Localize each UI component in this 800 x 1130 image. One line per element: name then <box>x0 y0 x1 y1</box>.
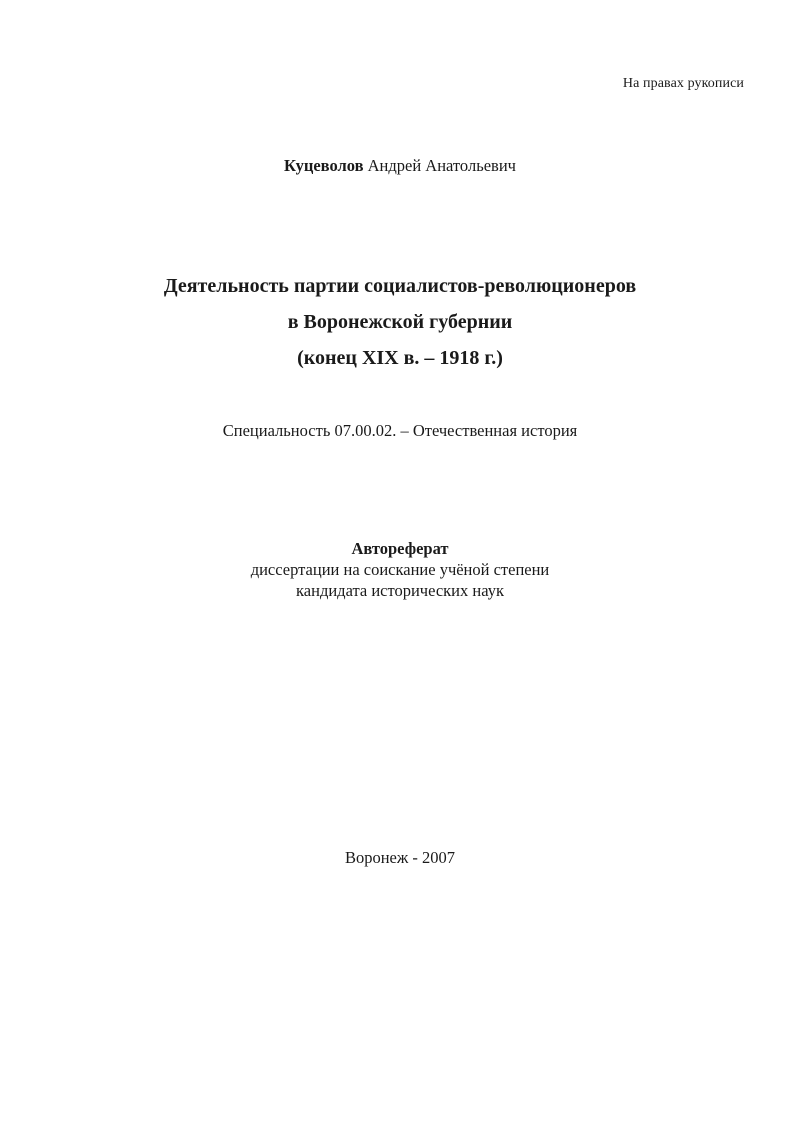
abstract-heading: Автореферат <box>351 539 449 558</box>
author-given-names: Андрей Анатольевич <box>367 156 516 175</box>
title-line-1: Деятельность партии социалистов-революционеров <box>163 275 637 297</box>
author-name <box>0 156 800 176</box>
abstract-block <box>0 538 800 601</box>
dissertation-title <box>60 268 740 376</box>
rights-note: На правах рукописи <box>622 76 744 91</box>
place-year: Воронеж - 2007 <box>344 848 456 867</box>
title-line-2: в Воронежской губернии <box>287 311 513 333</box>
author-surname: Куцеволов <box>284 156 364 175</box>
title-line-3: (конец XIX в. – 1918 г.) <box>297 347 503 369</box>
specialty-line: Специальность 07.00.02. – Отечественная история <box>222 421 578 440</box>
abstract-line-1: диссертации на соискание учёной степени <box>250 560 550 579</box>
abstract-line-2: кандидата исторических наук <box>296 581 504 600</box>
